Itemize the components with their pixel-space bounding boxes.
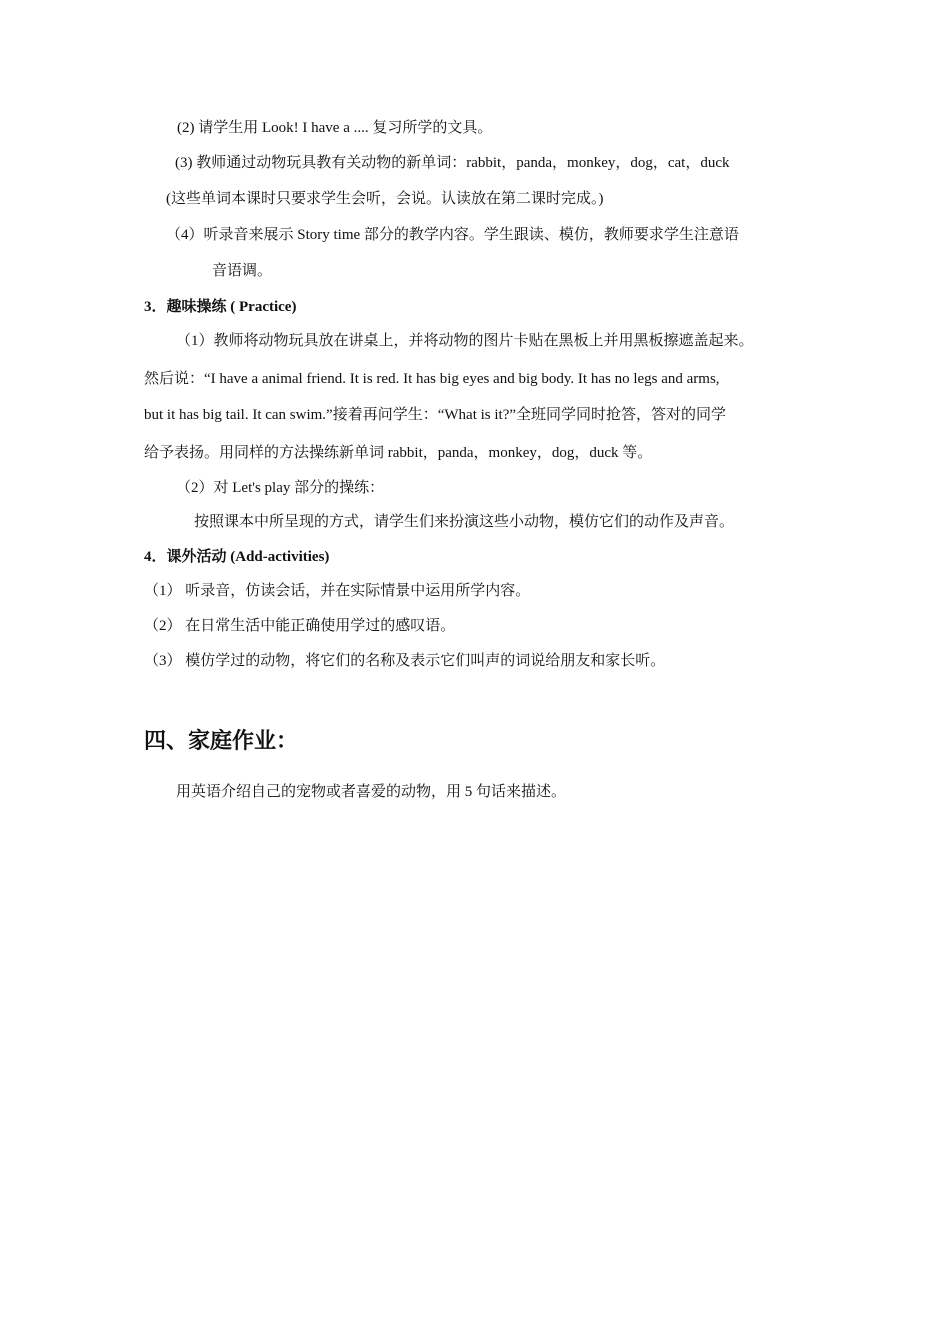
text-line: (这些单词本课时只要求学生会听，会说。认读放在第二课时完成。)	[166, 191, 604, 207]
section-heading-practice: 3．趣味操练 ( Practice)	[144, 299, 297, 315]
text-line: （1）教师将动物玩具放在讲桌上，并将动物的图片卡贴在黑板上并用黑板擦遮盖起来。	[176, 333, 754, 349]
text-line: 按照课本中所呈现的方式，请学生们来扮演这些小动物，模仿它们的动作及声音。	[194, 514, 735, 530]
section-heading-activities: 4．课外活动 (Add-activities)	[144, 549, 330, 565]
text-line: 然后说：“I have a animal friend. It is red. It has big eyes and big body. It has no legs and arms,	[144, 371, 720, 387]
text-line: （4）听录音来展示 Story time 部分的教学内容。学生跟读、模仿，教师要求学生注意语	[166, 227, 739, 243]
text-line: but it has big tail. It can swim.”接着再问学生：“What is it?”全班同学同时抢答，答对的同学	[144, 407, 727, 423]
homework-heading: 四、家庭作业：	[144, 729, 299, 754]
text-line: 音语调。	[212, 263, 273, 279]
text-line: (2) 请学生用 Look! I have a .... 复习所学的文具。	[177, 120, 493, 136]
list-item: （2） 在日常生活中能正确使用学过的感叹语。	[144, 618, 456, 634]
text-line: 给予表扬。用同样的方法操练新单词 rabbit，panda，monkey，dog，duck 等。	[144, 445, 653, 461]
homework-text: 用英语介绍自己的宠物或者喜爱的动物，用 5 句话来描述。	[176, 784, 567, 800]
text-line: (3) 教师通过动物玩具教有关动物的新单词：rabbit，panda，monkey，dog，cat，duck	[175, 155, 730, 171]
text-line: （2）对 Let's play 部分的操练：	[176, 480, 385, 496]
list-item: （3） 模仿学过的动物，将它们的名称及表示它们叫声的词说给朋友和家长听。	[144, 653, 666, 669]
list-item: （1） 听录音，仿读会话，并在实际情景中运用所学内容。	[144, 583, 531, 599]
